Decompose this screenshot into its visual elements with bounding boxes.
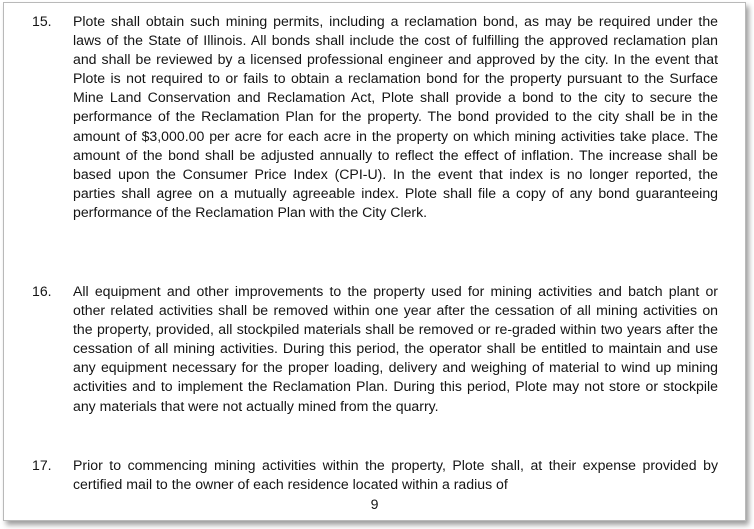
paragraph-text: Prior to commencing mining activities within the property, Plote shall, at their expense provided by certified mail to the owner of each residence located within a radius of <box>73 457 718 493</box>
numbered-paragraph-15 <box>32 12 718 222</box>
numbered-paragraph-17 <box>32 456 718 494</box>
paragraph-text: All equipment and other improvements to the property used for mining activities and batch plant or other related activities shall be removed within one year after the cessation of all mining activities on the property, provided, all stockpiled materials shall be removed or re-graded within two years after the cessation of all mining activities. During this period, the operator shall be entitled to maintain and use any equipment necessary for the proper loading, delivery and weighing of material to wind up mining activities and to implement the Reclamation Plan. During this period, Plote may not store or stockpile any materials that were not actually mined from the quarry. <box>73 283 718 414</box>
paragraph-number: 17. <box>32 457 52 473</box>
document-page <box>3 2 746 521</box>
page-number: 9 <box>370 496 379 512</box>
paragraph-text: Plote shall obtain such mining permits, including a reclamation bond, as may be required under the laws of the State of Illinois. All bonds shall include the cost of fulfilling the approved reclamation plan and shall be reviewed by a licensed professional engineer and approved by the city. In the event that Plote is not required to or fails to obtain a reclamation bond for the property pursuant to the Surface Mine Land Conservation and Reclamation Act, Plote shall provide a bond to the city to secure the performance of the Reclamation Plan for the property. The bond provided to the city shall be in the amount of $3,000.00 per acre for each acre in the property on which mining activities take place. The amount of the bond shall be adjusted annually to reflect the effect of inflation. The increase shall be based upon the Consumer Price Index (CPI-U). In the event that index is no longer reported, the parties shall agree on a mutually agreeable index. Plote shall file a copy of any bond guaranteeing performance of the Reclamation Plan with the City Clerk. <box>73 13 718 220</box>
numbered-paragraph-16 <box>32 282 718 416</box>
paragraph-number: 16. <box>32 283 52 299</box>
paragraph-number: 15. <box>32 13 52 29</box>
